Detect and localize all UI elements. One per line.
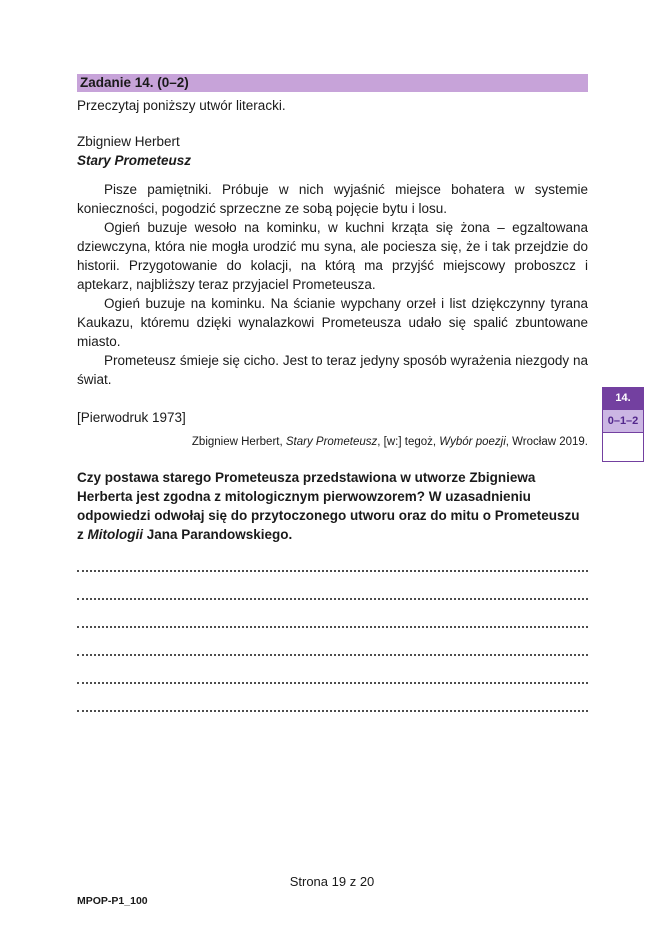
question-italic-title: Mitologii bbox=[87, 527, 143, 542]
work-title: Stary Prometeusz bbox=[77, 153, 192, 168]
citation-post: , Wrocław 2019. bbox=[505, 436, 588, 448]
answer-lines bbox=[77, 544, 588, 712]
task-question bbox=[77, 468, 585, 544]
source-citation bbox=[77, 435, 588, 450]
citation-pre: Zbigniew Herbert, bbox=[191, 436, 286, 448]
author-name: Zbigniew Herbert bbox=[77, 134, 180, 149]
task-content bbox=[77, 74, 588, 712]
question-post: Jana Parandowskiego. bbox=[143, 527, 293, 542]
score-box-task-number: 14. bbox=[603, 388, 643, 409]
score-box bbox=[602, 387, 644, 462]
task-instruction: Przeczytaj poniższy utwór literacki. bbox=[77, 98, 286, 113]
score-box-points-scale: 0–1–2 bbox=[603, 409, 643, 432]
citation-title-1: Stary Prometeusz bbox=[285, 436, 378, 448]
answer-line bbox=[77, 544, 588, 572]
answer-line bbox=[77, 600, 588, 628]
story-paragraph: Pisze pamiętniki. Próbuje w nich wyjaśnić miejsce bohatera w systemie konieczności, pogodzić sprzeczne ze sobą pojęcie bytu i losu. bbox=[77, 182, 588, 216]
literary-text bbox=[77, 180, 588, 389]
answer-line bbox=[77, 628, 588, 656]
task-header: Zadanie 14. (0–2) bbox=[77, 74, 588, 92]
first-print-note: [Pierwodruk 1973] bbox=[77, 410, 186, 425]
question-main: Czy postawa starego Prometeusza przedstawiona w utworze Zbigniewa Herberta jest zgodna z mitologicznym pierwowzorem? W uzasadnieniu odpowiedzi odwołaj się do przytoczonego utworu oraz do mitu o Prometeuszu z bbox=[77, 470, 580, 542]
score-box-empty-cell bbox=[603, 432, 643, 461]
answer-line bbox=[77, 684, 588, 712]
story-paragraph: Ogień buzuje na kominku. Na ścianie wypchany orzeł i list dziękczynny tyrana Kaukazu, któremu dzięki wynalazkowi Prometeusza udało się spalić zbuntowane miasto. bbox=[77, 296, 588, 349]
story-paragraph: Prometeusz śmieje się cicho. Jest to teraz jedyny sposób wyrażenia niezgody na świat. bbox=[77, 353, 588, 387]
page-number: Strona 19 z 20 bbox=[289, 874, 375, 889]
author-block bbox=[77, 132, 588, 170]
answer-line bbox=[77, 572, 588, 600]
answer-line bbox=[77, 656, 588, 684]
form-code: MPOP-P1_100 bbox=[77, 895, 148, 907]
citation-title-2: Wybór poezji bbox=[439, 436, 506, 448]
citation-mid: , [w:] tegoż, bbox=[377, 436, 440, 448]
story-paragraph: Ogień buzuje wesoło na kominku, w kuchni krząta się żona – egzaltowana dziewczyna, która nie mogła urodzić mu syna, ale pociesza się, że i tak przejdzie do historii. Przygotowanie do kolacji, na którą ma przyjść miejscowy proboszcz i aptekarz, najbliższy teraz przyjaciel Prometeusza. bbox=[77, 220, 588, 292]
